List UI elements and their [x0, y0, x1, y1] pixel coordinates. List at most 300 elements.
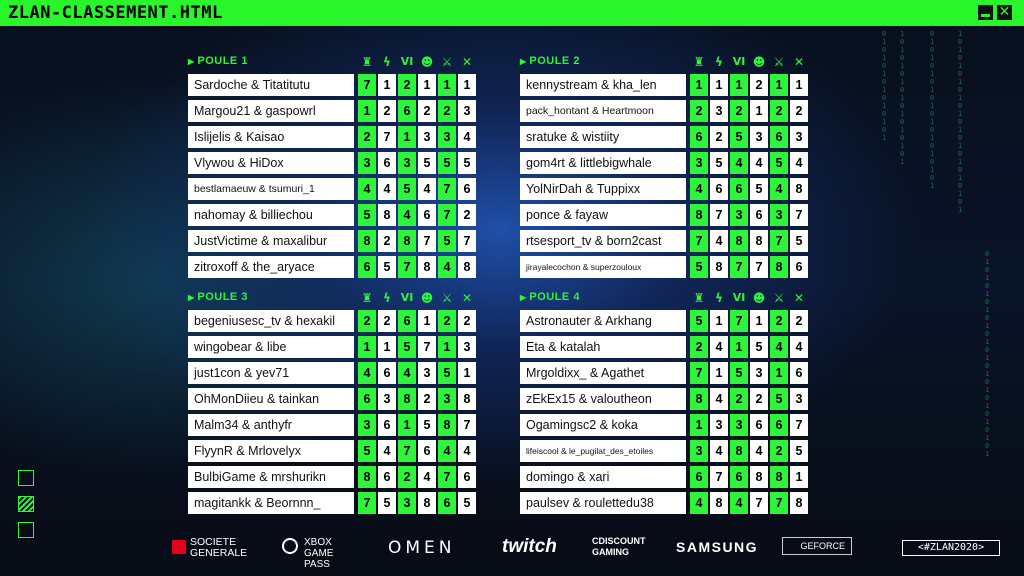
team-name: jirayalecochon & superzouloux	[520, 256, 686, 278]
rank-cell: 7	[438, 178, 456, 200]
rank-cell: 4	[710, 388, 728, 410]
rank-cell: 2	[690, 100, 708, 122]
team-row	[520, 203, 812, 229]
team-row	[188, 229, 480, 255]
crossed-swords-icon: ✕	[793, 55, 805, 69]
rank-cell: 5	[438, 152, 456, 174]
rank-cell: 1	[770, 362, 788, 384]
rank-cell: 2	[458, 204, 476, 226]
rank-cell: 7	[378, 126, 396, 148]
team-row	[188, 387, 480, 413]
rank-cell: 4	[358, 362, 376, 384]
rank-cell: 3	[458, 100, 476, 122]
rank-cell: 7	[710, 204, 728, 226]
team-name: wingobear & libe	[188, 336, 354, 358]
team-name: zEkEx15 & valoutheon	[520, 388, 686, 410]
rank-cell: 6	[398, 310, 416, 332]
rank-cell: 1	[690, 74, 708, 96]
matrix-rain-decoration: 01010101010101	[882, 30, 887, 142]
rank-cell: 5	[730, 126, 748, 148]
team-row	[188, 151, 480, 177]
pool-header	[520, 51, 812, 73]
team-name: begeniusesc_tv & hexakil	[188, 310, 354, 332]
rank-cell: 1	[378, 336, 396, 358]
rank-cell: 4	[710, 440, 728, 462]
rank-cell: 1	[730, 336, 748, 358]
pool-header	[188, 51, 480, 73]
rank-cell: 1	[458, 74, 476, 96]
rank-cell: 2	[358, 310, 376, 332]
samsung-logo: SAMSUNG	[676, 539, 759, 555]
rank-cell: 2	[378, 310, 396, 332]
pool-table	[520, 287, 812, 517]
hourglass-icon	[18, 470, 34, 486]
team-row	[520, 125, 812, 151]
rank-cell: 4	[690, 178, 708, 200]
team-row	[520, 465, 812, 491]
team-row	[188, 465, 480, 491]
rank-cell: 4	[710, 230, 728, 252]
rank-cell: 8	[438, 414, 456, 436]
rank-cell: 8	[710, 256, 728, 278]
team-row	[520, 177, 812, 203]
rank-cell: 8	[418, 492, 436, 514]
rank-cell: 6	[690, 466, 708, 488]
crossed-swords-icon: ✕	[461, 55, 473, 69]
rank-cell: 8	[458, 388, 476, 410]
rank-cell: 3	[750, 126, 768, 148]
rank-cell: 3	[378, 388, 396, 410]
rank-cell: 6	[378, 414, 396, 436]
hashtag-badge: <#ZLAN2020>	[902, 540, 1000, 556]
rank-cell: 3	[690, 440, 708, 462]
rank-cell: 4	[750, 440, 768, 462]
team-name: paulsev & roulettedu38	[520, 492, 686, 514]
striped-square-icon	[18, 496, 34, 512]
xbox-game-pass-logo: XBOX GAME PASS	[304, 537, 334, 570]
helmet-icon: ♜	[361, 291, 373, 305]
rank-cell: 7	[770, 230, 788, 252]
team-name: sratuke & wistiity	[520, 126, 686, 148]
rank-cell: 6	[358, 388, 376, 410]
rank-cell: 1	[438, 74, 456, 96]
window-titlebar	[0, 0, 1024, 26]
rank-cell: 7	[690, 230, 708, 252]
rank-cell: 4	[438, 440, 456, 462]
rank-cell: 8	[358, 230, 376, 252]
cdiscount-gaming-logo: CDISCOUNT GAMING	[592, 536, 646, 557]
rank-cell: 8	[398, 230, 416, 252]
rank-cell: 5	[438, 230, 456, 252]
rank-cell: 8	[710, 492, 728, 514]
team-row	[520, 439, 812, 465]
rank-cell: 2	[438, 310, 456, 332]
rank-cell: 7	[790, 414, 808, 436]
rank-cell: 2	[378, 230, 396, 252]
sword-icon: ⚔	[441, 55, 453, 69]
matrix-rain-decoration: 01010101010101010101010101	[985, 250, 990, 458]
rank-cell: 5	[378, 492, 396, 514]
rank-cell: 4	[418, 178, 436, 200]
rank-cell: 2	[690, 336, 708, 358]
team-name: Malm34 & anthyfr	[188, 414, 354, 436]
rank-cell: 2	[358, 126, 376, 148]
team-name: lifeiscool & le_pugilat_des_etoiles	[520, 440, 686, 462]
rank-cell: 5	[690, 256, 708, 278]
rank-cell: 3	[458, 336, 476, 358]
skull-icon: ☻	[420, 55, 434, 69]
rank-cell: 2	[398, 74, 416, 96]
rank-cell: 7	[770, 492, 788, 514]
rank-cell: 5	[358, 440, 376, 462]
rank-cell: 6	[790, 362, 808, 384]
rank-cell: 3	[438, 388, 456, 410]
rank-cell: 7	[398, 256, 416, 278]
team-name: BulbiGame & mrshurikn	[188, 466, 354, 488]
rank-cell: 3	[398, 492, 416, 514]
rank-cell: 1	[750, 100, 768, 122]
rank-cell: 3	[690, 152, 708, 174]
rank-cell: 8	[730, 440, 748, 462]
pool-title: ▶ POULE 1	[188, 55, 248, 67]
rank-cell: 7	[438, 466, 456, 488]
rank-cell: 2	[750, 74, 768, 96]
crossed-swords-icon: ✕	[793, 291, 805, 305]
rank-cell: 6	[458, 466, 476, 488]
sponsor-bar	[0, 532, 1024, 568]
rank-cell: 8	[458, 256, 476, 278]
team-row	[188, 125, 480, 151]
rank-cell: 2	[398, 466, 416, 488]
rank-cell: 3	[418, 126, 436, 148]
rank-cell: 5	[750, 178, 768, 200]
close-button[interactable]: ✕	[998, 4, 1011, 20]
team-row	[188, 99, 480, 125]
pool-title: ▶ POULE 3	[188, 291, 248, 303]
rank-cell: 6	[418, 204, 436, 226]
team-row	[188, 255, 480, 281]
rank-cell: 5	[750, 336, 768, 358]
rank-cell: 6	[710, 178, 728, 200]
rank-cell: 1	[358, 100, 376, 122]
pool-title: ▶ POULE 2	[520, 55, 580, 67]
rank-cell: 5	[458, 492, 476, 514]
rank-cell: 6	[358, 256, 376, 278]
team-name: FlyynR & Mrlovelyx	[188, 440, 354, 462]
rank-cell: 5	[790, 440, 808, 462]
omen-logo: OMEN	[388, 538, 456, 558]
team-name: Astronauter & Arkhang	[520, 310, 686, 332]
rank-cell: 4	[730, 492, 748, 514]
geforce-logo: GEFORCE	[782, 537, 852, 555]
rank-cell: 6	[790, 256, 808, 278]
rank-cell: 8	[750, 230, 768, 252]
rank-cell: 3	[710, 414, 728, 436]
rank-cell: 7	[458, 230, 476, 252]
vi-label: VI	[732, 291, 746, 304]
team-row	[520, 387, 812, 413]
rank-cell: 5	[418, 152, 436, 174]
rank-cell: 1	[358, 336, 376, 358]
rank-cell: 6	[730, 178, 748, 200]
rank-cell: 7	[358, 74, 376, 96]
rank-cell: 1	[418, 74, 436, 96]
rank-cell: 7	[690, 362, 708, 384]
team-row	[188, 309, 480, 335]
rank-cell: 1	[790, 74, 808, 96]
rank-cell: 1	[690, 414, 708, 436]
team-row	[188, 73, 480, 99]
rank-cell: 2	[750, 388, 768, 410]
rank-cell: 7	[790, 204, 808, 226]
team-name: Ogamingsc2 & koka	[520, 414, 686, 436]
rank-cell: 1	[710, 310, 728, 332]
skull-icon: ☻	[420, 291, 434, 305]
team-name: just1con & yev71	[188, 362, 354, 384]
rank-cell: 7	[730, 256, 748, 278]
rank-cell: 3	[418, 362, 436, 384]
team-row	[520, 73, 812, 99]
rank-cell: 3	[730, 204, 748, 226]
rank-cell: 4	[690, 492, 708, 514]
team-row	[520, 413, 812, 439]
rank-cell: 2	[790, 310, 808, 332]
rank-cell: 3	[750, 362, 768, 384]
team-name: domingo & xari	[520, 466, 686, 488]
rank-cell: 3	[438, 126, 456, 148]
rank-cell: 4	[790, 152, 808, 174]
team-name: YolNirDah & Tuppixx	[520, 178, 686, 200]
helmet-icon: ♜	[693, 55, 705, 69]
team-name: ponce & fayaw	[520, 204, 686, 226]
rank-cell: 1	[750, 310, 768, 332]
rank-cell: 4	[790, 336, 808, 358]
rank-cell: 4	[398, 362, 416, 384]
pool-header	[520, 287, 812, 309]
matrix-rain-decoration: 10101010101010101	[900, 30, 905, 166]
team-row	[520, 309, 812, 335]
skull-icon: ☻	[752, 291, 766, 305]
team-name: JustVictime & maxalibur	[188, 230, 354, 252]
team-row	[520, 99, 812, 125]
team-row	[188, 361, 480, 387]
societe-generale-logo: SOCIETE GENERALE	[190, 536, 248, 559]
team-name: Islijelis & Kaisao	[188, 126, 354, 148]
rank-cell: 4	[770, 336, 788, 358]
team-row	[188, 203, 480, 229]
rank-cell: 7	[458, 414, 476, 436]
rank-cell: 8	[690, 388, 708, 410]
rank-cell: 4	[418, 466, 436, 488]
team-name: Vlywou & HiDox	[188, 152, 354, 174]
rank-cell: 3	[398, 152, 416, 174]
minimize-button[interactable]	[978, 5, 993, 20]
team-name: kennystream & kha_len	[520, 74, 686, 96]
rank-cell: 8	[378, 204, 396, 226]
rank-cell: 6	[458, 178, 476, 200]
team-name: bestlamaeuw & tsumuri_1	[188, 178, 354, 200]
rank-cell: 6	[770, 414, 788, 436]
rank-cell: 8	[770, 466, 788, 488]
rank-cell: 6	[378, 362, 396, 384]
rank-cell: 8	[750, 466, 768, 488]
team-row	[188, 335, 480, 361]
rank-cell: 1	[378, 74, 396, 96]
rank-cell: 8	[690, 204, 708, 226]
rank-cell: 7	[750, 256, 768, 278]
rank-cell: 7	[730, 310, 748, 332]
rank-cell: 8	[790, 492, 808, 514]
rank-cell: 8	[418, 256, 436, 278]
rank-cell: 2	[770, 100, 788, 122]
pool-title: ▶ POULE 4	[520, 291, 580, 303]
rank-cell: 1	[790, 466, 808, 488]
rank-cell: 5	[398, 336, 416, 358]
rank-cell: 6	[770, 126, 788, 148]
rank-cell: 4	[710, 336, 728, 358]
rank-cell: 7	[358, 492, 376, 514]
rank-cell: 2	[770, 310, 788, 332]
rank-cell: 4	[458, 126, 476, 148]
rank-cell: 8	[358, 466, 376, 488]
team-name: zitroxoff & the_aryace	[188, 256, 354, 278]
team-name: Eta & katalah	[520, 336, 686, 358]
team-name: nahomay & billiechou	[188, 204, 354, 226]
helmet-icon: ♜	[693, 291, 705, 305]
matrix-rain-decoration: 10101010101010101010101	[958, 30, 963, 214]
sword-icon: ⚔	[441, 291, 453, 305]
rank-cell: 6	[398, 100, 416, 122]
team-row	[520, 491, 812, 517]
rank-cell: 5	[770, 388, 788, 410]
rank-cell: 4	[730, 152, 748, 174]
rank-cell: 1	[710, 74, 728, 96]
rank-cell: 8	[730, 230, 748, 252]
rank-cell: 4	[358, 178, 376, 200]
rank-cell: 1	[438, 336, 456, 358]
helmet-icon: ♜	[361, 55, 373, 69]
rank-cell: 1	[458, 362, 476, 384]
rank-cell: 1	[770, 74, 788, 96]
team-row	[188, 413, 480, 439]
rank-cell: 4	[438, 256, 456, 278]
rank-cell: 3	[770, 204, 788, 226]
team-row	[520, 255, 812, 281]
xbox-logo-icon	[282, 538, 298, 554]
rank-cell: 2	[710, 126, 728, 148]
skull-icon: ☻	[752, 55, 766, 69]
team-row	[520, 361, 812, 387]
rank-cell: 1	[710, 362, 728, 384]
pool-table	[188, 51, 480, 281]
rank-cell: 2	[458, 310, 476, 332]
matrix-rain-decoration: 01010101010101010101	[930, 30, 935, 190]
rank-cell: 5	[710, 152, 728, 174]
vi-label: VI	[400, 291, 414, 304]
rank-cell: 6	[378, 466, 396, 488]
rank-cell: 7	[710, 466, 728, 488]
team-name: pack_hontant & Heartmoon	[520, 100, 686, 122]
vi-label: VI	[732, 55, 746, 68]
rank-cell: 4	[770, 178, 788, 200]
rank-cell: 1	[398, 126, 416, 148]
rank-cell: 3	[790, 388, 808, 410]
team-row	[520, 335, 812, 361]
sword-icon: ⚔	[773, 55, 785, 69]
twitch-logo: twitch	[502, 536, 557, 557]
pool-table	[520, 51, 812, 281]
rank-cell: 2	[730, 388, 748, 410]
rank-cell: 6	[418, 440, 436, 462]
rank-cell: 1	[418, 310, 436, 332]
team-name: gom4rt & littlebigwhale	[520, 152, 686, 174]
rank-cell: 7	[418, 230, 436, 252]
rank-cell: 3	[358, 152, 376, 174]
team-row	[520, 229, 812, 255]
rank-cell: 5	[458, 152, 476, 174]
rank-cell: 6	[690, 126, 708, 148]
team-name: OhMonDiieu & tainkan	[188, 388, 354, 410]
rank-cell: 7	[398, 440, 416, 462]
rank-cell: 4	[378, 440, 396, 462]
rank-cell: 5	[438, 362, 456, 384]
rank-cell: 4	[458, 440, 476, 462]
team-name: Mrgoldixx_ & Agathet	[520, 362, 686, 384]
rank-cell: 5	[690, 310, 708, 332]
window-title: ZLAN-CLASSEMENT.HTML	[8, 3, 223, 23]
team-row	[188, 177, 480, 203]
sword-icon: ⚔	[773, 291, 785, 305]
rank-cell: 5	[358, 204, 376, 226]
rank-cell: 3	[710, 100, 728, 122]
rank-cell: 4	[378, 178, 396, 200]
rank-cell: 8	[790, 178, 808, 200]
rank-cell: 7	[418, 336, 436, 358]
lightning-icon: ϟ	[715, 291, 723, 305]
rank-cell: 8	[398, 388, 416, 410]
rank-cell: 4	[750, 152, 768, 174]
team-row	[520, 151, 812, 177]
rank-cell: 5	[730, 362, 748, 384]
team-name: magitankk & Beornnn_	[188, 492, 354, 514]
rank-cell: 2	[378, 100, 396, 122]
pool-table	[188, 287, 480, 517]
rank-cell: 6	[730, 466, 748, 488]
vi-label: VI	[400, 55, 414, 68]
team-row	[188, 439, 480, 465]
rank-cell: 2	[770, 440, 788, 462]
team-name: Sardoche & Titatitutu	[188, 74, 354, 96]
rank-cell: 1	[730, 74, 748, 96]
rank-cell: 7	[750, 492, 768, 514]
rank-cell: 5	[378, 256, 396, 278]
rank-cell: 1	[398, 414, 416, 436]
rank-cell: 6	[750, 414, 768, 436]
rank-cell: 6	[438, 492, 456, 514]
rank-cell: 5	[770, 152, 788, 174]
pool-header	[188, 287, 480, 309]
rank-cell: 8	[770, 256, 788, 278]
rank-cell: 3	[790, 126, 808, 148]
rank-cell: 3	[730, 414, 748, 436]
rank-cell: 2	[730, 100, 748, 122]
rank-cell: 5	[418, 414, 436, 436]
societe-generale-logo-icon	[172, 540, 186, 554]
lightning-icon: ϟ	[715, 55, 723, 69]
rank-cell: 2	[418, 100, 436, 122]
crossed-swords-icon: ✕	[461, 291, 473, 305]
team-name: rtsesport_tv & born2cast	[520, 230, 686, 252]
